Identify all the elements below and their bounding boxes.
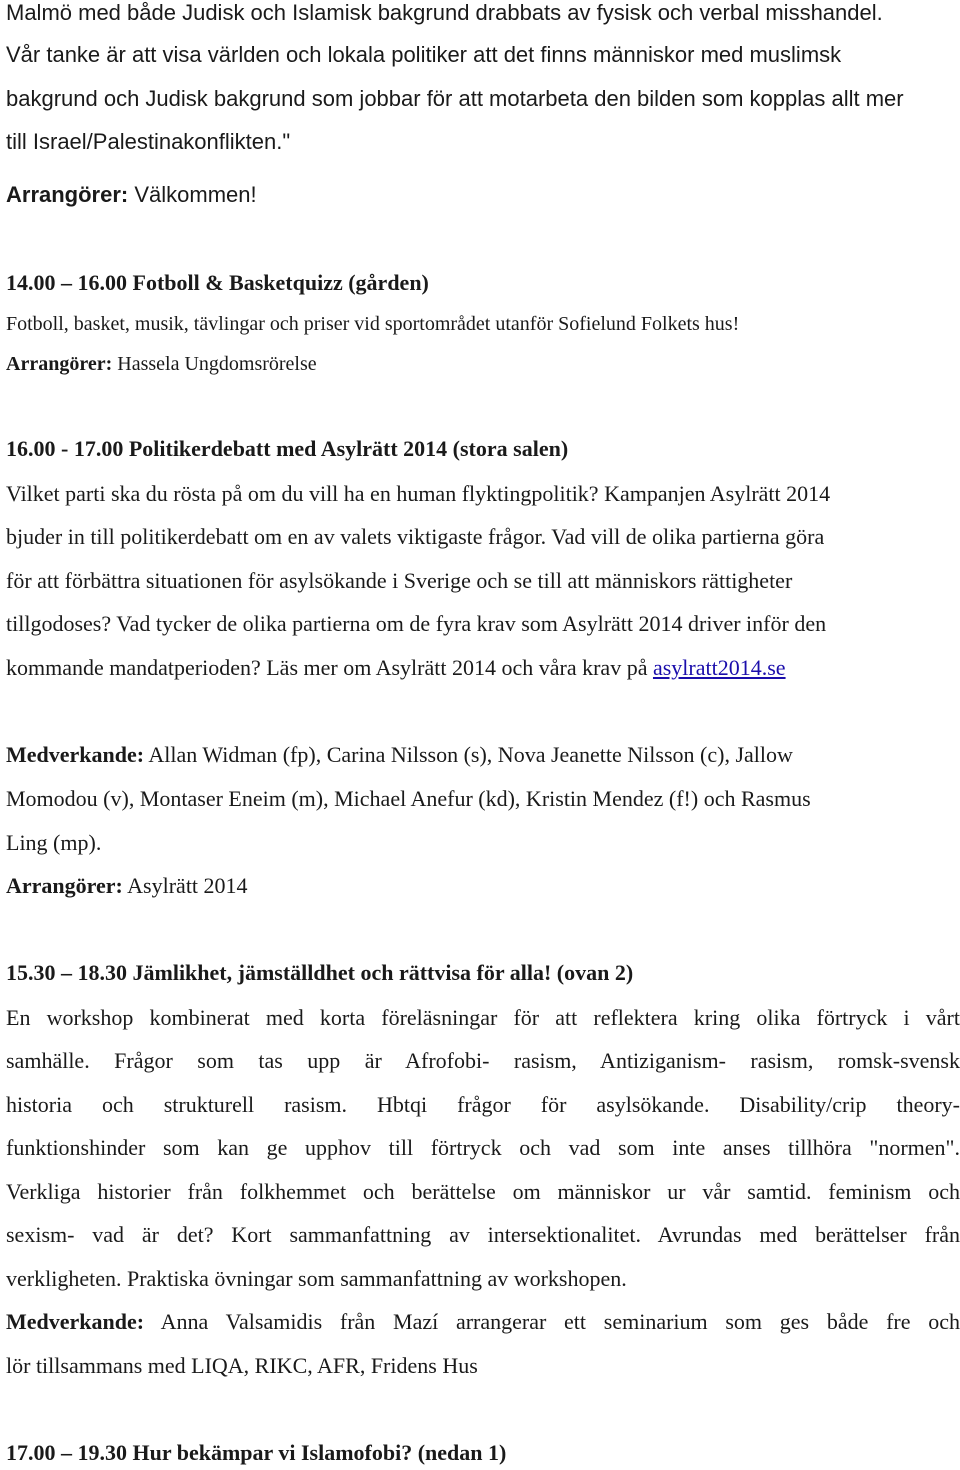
event-heading: 15.30 – 18.30 Jämlikhet, jämställdhet och rättvisa för alla! (ovan 2)	[6, 960, 634, 985]
event-heading: 16.00 - 17.00 Politikerdebatt med Asylrätt 2014 (stora salen)	[6, 436, 569, 461]
participants-line: Ling (mp).	[6, 830, 102, 855]
paragraph-line: bakgrund och Judisk bakgrund som jobbar för att motarbeta den bilden som kopplas allt mer	[6, 86, 904, 111]
organizer-value: Hassela Ungdomsrörelse	[112, 353, 317, 375]
paragraph-line: Verkliga historier från folkhemmet och berättelse om människor ur vår samtid. feminism och	[6, 1179, 960, 1204]
paragraph-line: tillgodoses? Vad tycker de olika partierna om de fyra krav som Asylrätt 2014 driver inför den	[6, 611, 827, 636]
organizer-value: Välkommen!	[128, 182, 257, 207]
paragraph-text: kommande mandatperioden? Läs mer om Asylrätt 2014 och våra krav på	[6, 655, 653, 680]
participants-text: Allan Widman (fp), Carina Nilsson (s), Nova Jeanette Nilsson (c), Jallow	[144, 742, 793, 767]
event-heading: 14.00 – 16.00 Fotboll & Basketquizz (gården)	[6, 270, 429, 295]
participants-line: lör tillsammans med LIQA, RIKC, AFR, Fridens Hus	[6, 1353, 478, 1378]
event-heading: 17.00 – 19.30 Hur bekämpar vi Islamofobi? (nedan 1)	[6, 1440, 507, 1465]
paragraph-line: verkligheten. Praktiska övningar som sammanfattning av workshopen.	[6, 1266, 627, 1291]
participants-label: Medverkande:	[6, 1309, 145, 1334]
paragraph-line: sexism- vad är det? Kort sammanfattning av intersektionalitet. Avrundas med berättelser från	[6, 1222, 960, 1247]
participants-text: Anna Valsamidis från Mazí arrangerar ett seminarium som ges både fre och	[144, 1309, 960, 1334]
paragraph-line: Vår tanke är att visa världen och lokala politiker att det finns människor med muslimsk	[6, 42, 842, 67]
organizer-label: Arrangörer:	[6, 873, 123, 898]
paragraph-line: för att förbättra situationen för asylsökande i Sverige och se till att människors rättigheter	[6, 568, 793, 593]
participants-line: Momodou (v), Montaser Eneim (m), Michael Anefur (kd), Kristin Mendez (f!) och Rasmus	[6, 786, 811, 811]
paragraph-line	[6, 655, 786, 681]
event-description: Fotboll, basket, musik, tävlingar och priser vid sportområdet utanför Sofielund Folkets hus!	[6, 313, 740, 335]
paragraph-line: Malmö med både Judisk och Islamisk bakgrund drabbats av fysisk och verbal misshandel.	[6, 0, 883, 25]
participants-label: Medverkande:	[6, 742, 145, 767]
organizer-value: Asylrätt 2014	[122, 873, 248, 898]
participants-line	[6, 1309, 960, 1335]
paragraph-line: funktionshinder som kan ge upphov till förtryck och vad som inte anses tillhöra "normen".	[6, 1135, 960, 1160]
paragraph-line: historia och strukturell rasism. Hbtqi frågor för asylsökande. Disability/crip theory-	[6, 1092, 960, 1117]
participants-line	[6, 742, 793, 768]
asylratt-link[interactable]: asylratt2014.se	[652, 655, 786, 680]
paragraph-line: bjuder in till politikerdebatt om en av valets viktigaste frågor. Vad vill de olika partierna göra	[6, 524, 825, 549]
paragraph-line: till Israel/Palestinakonflikten."	[6, 129, 291, 154]
organizer-line	[6, 182, 257, 208]
organizer-line	[6, 873, 248, 899]
paragraph-line: samhälle. Frågor som tas upp är Afrofobi- rasism, Antiziganism- rasism, romsk-svensk	[6, 1048, 960, 1073]
organizer-label: Arrangörer:	[6, 353, 113, 375]
paragraph-line: En workshop kombinerat med korta föreläsningar för att reflektera kring olika förtryck i vårt	[6, 1005, 960, 1030]
organizer-label: Arrangörer:	[6, 182, 129, 207]
paragraph-line: Vilket parti ska du rösta på om du vill ha en human flyktingpolitik? Kampanjen Asylrätt 2014	[6, 481, 831, 506]
organizer-line	[6, 353, 317, 376]
